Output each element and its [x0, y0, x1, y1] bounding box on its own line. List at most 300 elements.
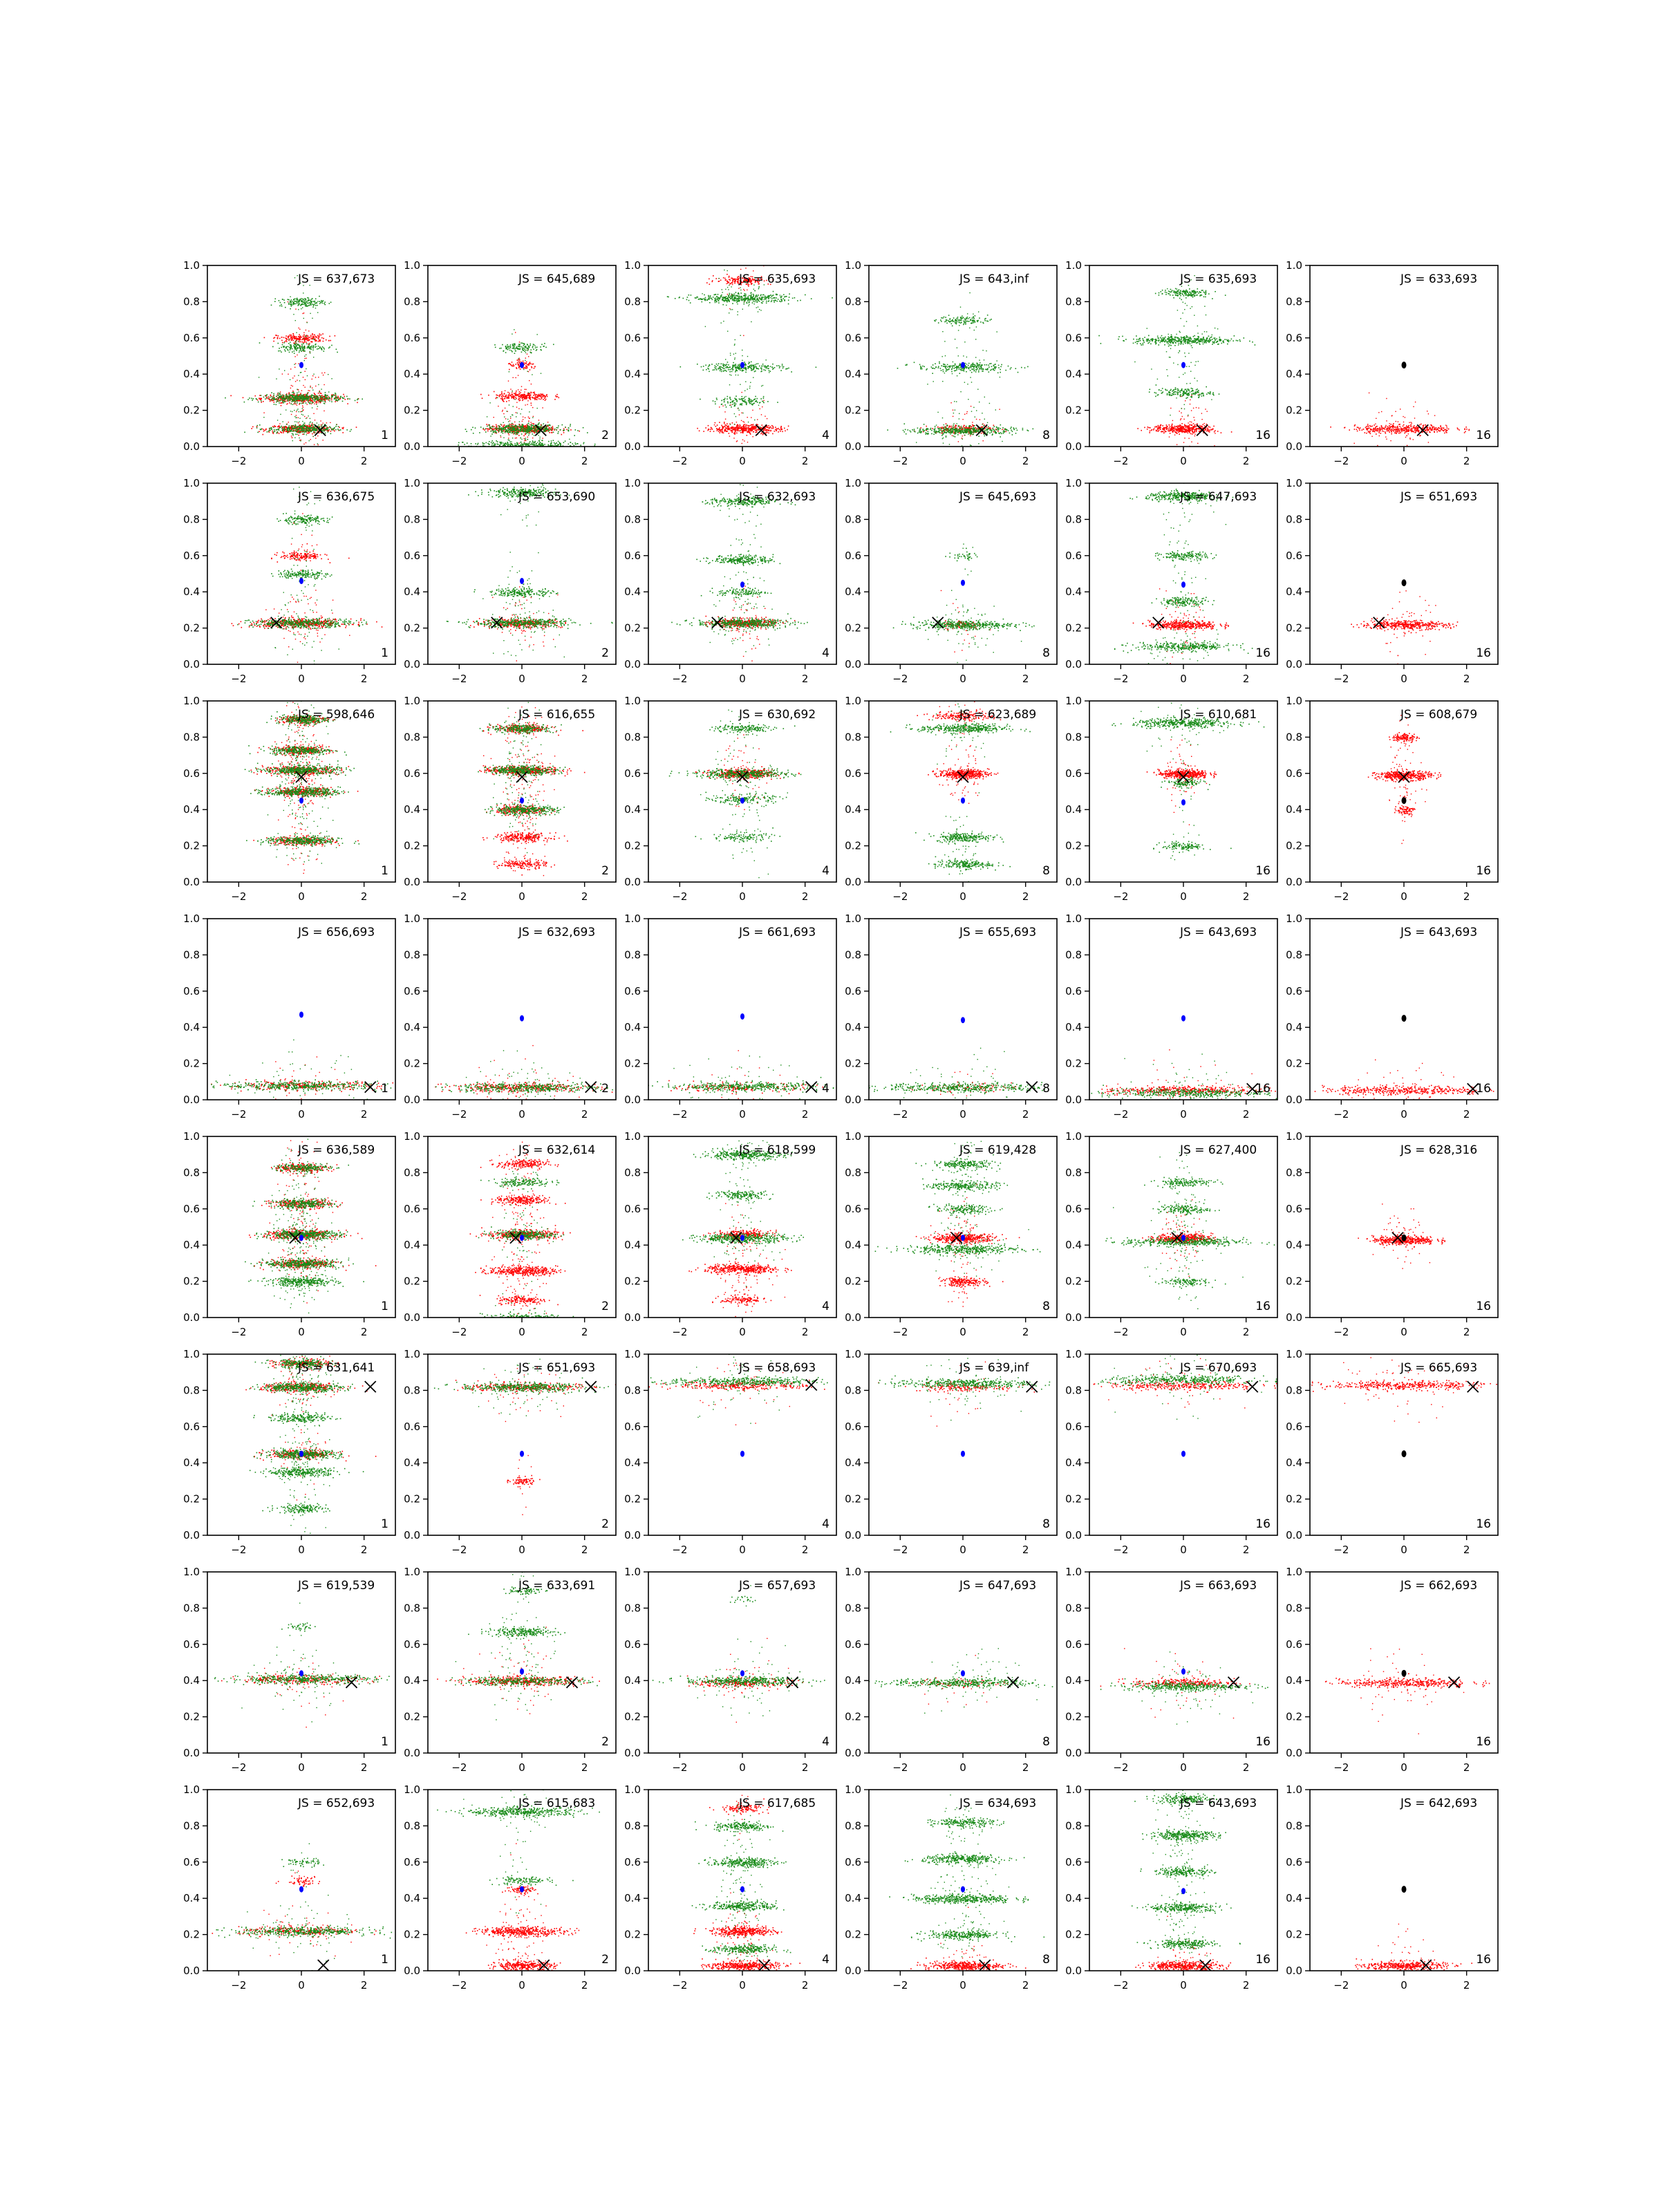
green-series-point [719, 299, 720, 300]
green-series-point [514, 432, 516, 433]
green-series-point [505, 427, 507, 429]
green-series-point [291, 395, 292, 396]
green-series-point [279, 306, 281, 307]
red-series-point [545, 400, 546, 401]
green-series-point [357, 400, 358, 401]
green-series-point [514, 443, 516, 444]
green-series-point [506, 425, 507, 427]
green-series-point [355, 400, 356, 402]
green-series-point [344, 397, 345, 399]
green-series-point [308, 346, 309, 347]
green-series-point [301, 411, 302, 412]
green-series-point [274, 397, 275, 398]
red-series-point [773, 426, 774, 427]
green-series-point [313, 426, 315, 427]
green-series-point [497, 449, 498, 450]
green-series-point [289, 428, 290, 429]
red-series-point [263, 401, 264, 402]
green-series-point [306, 434, 307, 435]
green-series-point [339, 430, 340, 431]
green-series-point [771, 301, 772, 303]
red-series-point [710, 429, 711, 431]
green-series-point [740, 298, 741, 299]
red-series-point [257, 400, 259, 401]
green-series-point [776, 297, 777, 299]
green-series-point [523, 348, 525, 349]
green-series-point [748, 299, 749, 300]
red-series-point [708, 430, 709, 431]
green-series-point [299, 304, 300, 306]
red-series-point [544, 398, 545, 400]
red-series-point [776, 429, 778, 430]
x-tick-label: 0 [518, 455, 525, 467]
green-series-point [308, 430, 309, 431]
green-series-point [300, 400, 301, 402]
green-series-point [313, 436, 314, 437]
red-series-point [552, 426, 554, 427]
green-series-point [531, 424, 532, 426]
red-series-point [509, 393, 510, 394]
green-series-point [727, 300, 728, 301]
red-series-point [496, 395, 497, 396]
green-series-point [283, 346, 284, 348]
green-series-point [778, 299, 779, 300]
green-series-point [534, 447, 535, 449]
green-series-point [295, 433, 297, 435]
green-series-point [550, 429, 551, 431]
green-series-point [310, 301, 312, 303]
green-series-point [317, 312, 318, 313]
red-series-point [501, 394, 503, 395]
green-series-point [306, 302, 308, 303]
red-series-point [729, 276, 730, 278]
red-series-point [330, 340, 331, 341]
green-series-point [520, 413, 521, 414]
red-series-point [523, 362, 525, 364]
green-series-point [311, 425, 312, 427]
green-series-point [725, 289, 726, 290]
red-series-point [518, 399, 519, 400]
red-series-point [510, 388, 511, 389]
red-series-point [313, 336, 315, 337]
green-series-point [280, 302, 281, 303]
green-series-point [294, 421, 295, 422]
red-series-point [709, 279, 710, 280]
green-series-point [747, 368, 749, 369]
green-series-point [326, 398, 328, 400]
green-series-point [784, 297, 785, 298]
green-series-point [490, 435, 491, 436]
green-series-point [294, 402, 296, 404]
green-series-point [534, 427, 535, 429]
green-series-point [261, 400, 262, 402]
green-series-point [280, 350, 281, 352]
green-series-point [702, 301, 703, 303]
green-series-point [529, 426, 530, 427]
green-series-point [575, 444, 577, 445]
green-series-point [773, 291, 774, 292]
green-series-point [289, 425, 290, 427]
green-series-band-3 [259, 322, 338, 373]
green-series-point [315, 448, 316, 449]
red-series-point [515, 393, 516, 395]
red-series-point [518, 366, 520, 368]
green-series-point [294, 395, 295, 397]
red-series-point [292, 338, 293, 339]
green-series-point [289, 347, 290, 348]
green-series-point [696, 297, 697, 298]
green-series-point [301, 429, 303, 430]
red-series-point [732, 281, 733, 282]
green-series-point [522, 348, 523, 349]
green-series-point [734, 294, 735, 295]
green-series-point [511, 447, 512, 449]
red-series-point [758, 429, 759, 431]
green-series-point [736, 299, 738, 301]
green-series-point [515, 350, 516, 352]
red-series-point [519, 398, 520, 399]
green-series-point [770, 297, 771, 298]
red-series-point [768, 430, 769, 431]
red-series-point [510, 395, 512, 397]
red-series-point [542, 395, 543, 397]
green-series-point [756, 301, 758, 303]
green-series-point [299, 380, 300, 381]
green-series-point [583, 442, 585, 444]
red-series-point [300, 339, 301, 341]
red-series-point [510, 426, 512, 427]
red-series-point [709, 284, 711, 285]
green-series-point [465, 429, 467, 430]
red-series-point [731, 430, 732, 431]
green-series-point [547, 429, 549, 430]
red-series-point [306, 341, 307, 343]
red-series-point [321, 393, 322, 394]
green-series-point [297, 299, 299, 301]
green-series-point [534, 450, 535, 451]
red-series-point [534, 368, 535, 369]
green-series-point [510, 451, 512, 452]
red-series-point [518, 365, 520, 366]
green-series-point [466, 431, 467, 432]
green-series-point [500, 429, 502, 431]
green-series-point [503, 422, 504, 423]
green-series-point [327, 428, 328, 429]
green-series-point [319, 391, 320, 393]
red-series-point [747, 431, 749, 432]
green-series-point [309, 347, 310, 348]
red-series-point [489, 429, 490, 430]
green-series-point [291, 426, 292, 427]
red-series-point [308, 344, 309, 345]
red-series-point [725, 427, 727, 429]
red-series-point [494, 429, 495, 430]
green-series-point [284, 349, 285, 350]
red-series-point [298, 338, 299, 339]
green-series-point [554, 442, 555, 444]
green-series-point [301, 350, 302, 352]
red-series-point [533, 395, 534, 396]
red-series-point [291, 335, 292, 336]
green-series-point [314, 303, 315, 305]
red-series-point [531, 405, 532, 406]
green-series-point [285, 347, 287, 348]
red-series-point [291, 414, 292, 415]
red-series-point [505, 418, 506, 419]
red-series-point [727, 431, 728, 432]
red-series-point [773, 427, 774, 429]
green-series-point [518, 445, 520, 447]
green-series-point [507, 419, 508, 420]
red-series-point [513, 364, 514, 366]
green-series-point [307, 322, 308, 323]
green-series-point [337, 429, 339, 430]
green-series-point [270, 397, 271, 398]
green-series-point [349, 398, 350, 400]
green-series-point [540, 427, 541, 429]
red-series-point [778, 428, 779, 429]
js-annotation: JS = 637,673 [297, 272, 375, 286]
green-series-point [536, 349, 538, 350]
red-series-point [541, 393, 542, 395]
green-series-point [292, 433, 293, 435]
red-series-point [309, 337, 310, 338]
red-series-point [501, 391, 503, 393]
green-series-point [283, 346, 285, 347]
green-series-point [558, 444, 559, 446]
red-series-point [718, 429, 720, 431]
green-series-point [527, 459, 528, 460]
green-series-point [529, 347, 530, 348]
green-series-point [491, 444, 493, 445]
green-series-point [302, 307, 303, 308]
green-series-point [301, 345, 303, 346]
green-series-point [289, 393, 290, 395]
green-series-point [748, 297, 749, 299]
green-series-point [529, 429, 531, 431]
red-series-point [277, 337, 279, 339]
green-series-point [303, 300, 305, 301]
green-series-point [536, 430, 538, 431]
green-series-point [304, 350, 306, 352]
green-series-point [552, 445, 553, 447]
green-series-point [525, 444, 526, 446]
green-series-point [265, 398, 266, 400]
green-series-point [342, 398, 344, 400]
green-series-point [503, 444, 504, 446]
green-series-point [753, 298, 754, 299]
red-series-point [295, 363, 296, 364]
green-series-point [308, 402, 310, 403]
y-tick-label: 1.0 [183, 259, 200, 272]
green-series-point [527, 423, 528, 424]
green-series-point [309, 440, 310, 441]
green-series-point [551, 440, 552, 442]
green-series-point [317, 348, 318, 350]
red-series-point [312, 338, 313, 339]
green-series-point [338, 400, 339, 401]
green-series-point [489, 424, 490, 426]
green-series-point [268, 397, 270, 399]
green-series-point [509, 432, 511, 433]
green-series-point [306, 426, 308, 427]
green-series-point [306, 429, 307, 430]
green-series-point [525, 427, 527, 429]
green-series-point [492, 427, 494, 428]
green-series-point [312, 306, 314, 308]
green-series-point [493, 431, 494, 432]
green-series-point [285, 397, 287, 399]
green-series-point [321, 400, 322, 401]
green-series-point [515, 426, 516, 427]
red-series-point [525, 357, 526, 358]
red-series-point [285, 335, 287, 337]
green-series-point [740, 292, 742, 294]
red-series-point [274, 426, 276, 427]
green-series-point [782, 368, 784, 369]
red-series-point [729, 428, 730, 429]
green-series-point [303, 303, 305, 305]
green-series-point [325, 395, 326, 397]
red-series-point [260, 398, 261, 400]
green-series-point [300, 430, 301, 431]
red-series-point [298, 395, 299, 396]
red-series-point [319, 335, 321, 337]
red-series-point [541, 399, 542, 400]
red-series-point [509, 400, 510, 402]
green-series-point [317, 400, 319, 401]
red-series-point [321, 424, 322, 426]
green-series-point [786, 296, 787, 297]
red-series-point [518, 395, 520, 396]
green-series-point [325, 397, 326, 399]
green-series-point [285, 350, 286, 352]
red-series-point [274, 402, 275, 403]
green-series-point [299, 427, 301, 429]
green-series-point [313, 374, 314, 375]
red-series-point [313, 413, 314, 414]
red-series-point [729, 279, 731, 281]
green-series-point [667, 296, 668, 297]
red-series-point [305, 401, 306, 402]
green-series-point [732, 303, 733, 304]
green-series-point [549, 450, 550, 451]
green-series-point [329, 400, 330, 402]
green-series-point [313, 428, 315, 429]
red-series-point [727, 429, 728, 430]
green-series-point [534, 426, 535, 427]
green-series-point [334, 399, 335, 400]
green-series-point [307, 297, 308, 299]
green-series-point [498, 444, 499, 445]
red-series-point [334, 431, 335, 432]
green-series-point [300, 346, 301, 347]
red-series-point [513, 424, 514, 425]
green-series-point [705, 297, 706, 299]
green-series-point [288, 429, 289, 431]
green-series-point [335, 394, 337, 395]
green-series-point [350, 429, 352, 431]
green-series-point [272, 346, 274, 348]
green-series-point [559, 449, 560, 450]
green-series-point [300, 299, 301, 301]
green-series-point [549, 447, 550, 449]
red-series-point [532, 407, 533, 408]
green-series-point [718, 299, 719, 300]
red-series-point [309, 432, 310, 433]
green-series-point [574, 435, 575, 436]
green-series-point [273, 393, 274, 395]
green-series-point [292, 433, 294, 435]
red-series-point [734, 283, 735, 284]
green-series-point [325, 394, 326, 395]
red-series-point [306, 400, 307, 401]
green-series-point [289, 352, 290, 353]
red-series-point [579, 431, 580, 432]
red-series-point [719, 428, 720, 429]
red-series-point [533, 416, 534, 417]
green-series-point [729, 297, 730, 298]
green-series-point [519, 421, 520, 422]
green-series-point [335, 426, 337, 427]
red-series-point [515, 397, 516, 398]
green-series-point [310, 399, 311, 400]
green-series-point [543, 429, 545, 431]
red-series-point [497, 395, 498, 396]
green-series-point [295, 395, 297, 396]
red-series-point [559, 397, 560, 399]
green-series-point [319, 296, 320, 297]
green-series-point [521, 352, 523, 353]
green-series-point [555, 443, 556, 444]
red-series-point [570, 429, 572, 431]
green-series-point [532, 346, 534, 347]
red-series-point [546, 394, 547, 395]
green-series-point [548, 441, 550, 442]
green-series-point [324, 398, 326, 400]
green-series-point [297, 398, 298, 400]
red-series-point [699, 431, 700, 432]
green-series-point [276, 433, 277, 434]
green-series-point [261, 395, 262, 396]
green-series-point [310, 401, 312, 402]
green-series-point [311, 346, 312, 347]
red-series-point [734, 427, 735, 429]
green-series-point [777, 294, 778, 295]
red-series-point [731, 432, 733, 433]
green-series-point [540, 346, 541, 348]
red-series-point [726, 431, 727, 432]
green-series-point [290, 431, 291, 432]
green-series-point [774, 300, 775, 301]
green-series-point [297, 397, 299, 399]
green-series-point [256, 398, 257, 400]
green-series-point [732, 300, 733, 301]
green-series-point [331, 397, 332, 398]
green-series-point [583, 427, 584, 429]
red-series-point [733, 427, 734, 428]
green-series-point [290, 349, 291, 350]
red-series-point [509, 420, 510, 421]
red-series-point [767, 429, 769, 431]
red-series-point [526, 366, 527, 367]
green-series-point [559, 443, 561, 444]
red-series-point [255, 395, 256, 397]
green-series-point [577, 443, 578, 444]
green-series-point [518, 448, 520, 449]
red-series-point [323, 341, 324, 342]
red-series-point [343, 394, 344, 395]
